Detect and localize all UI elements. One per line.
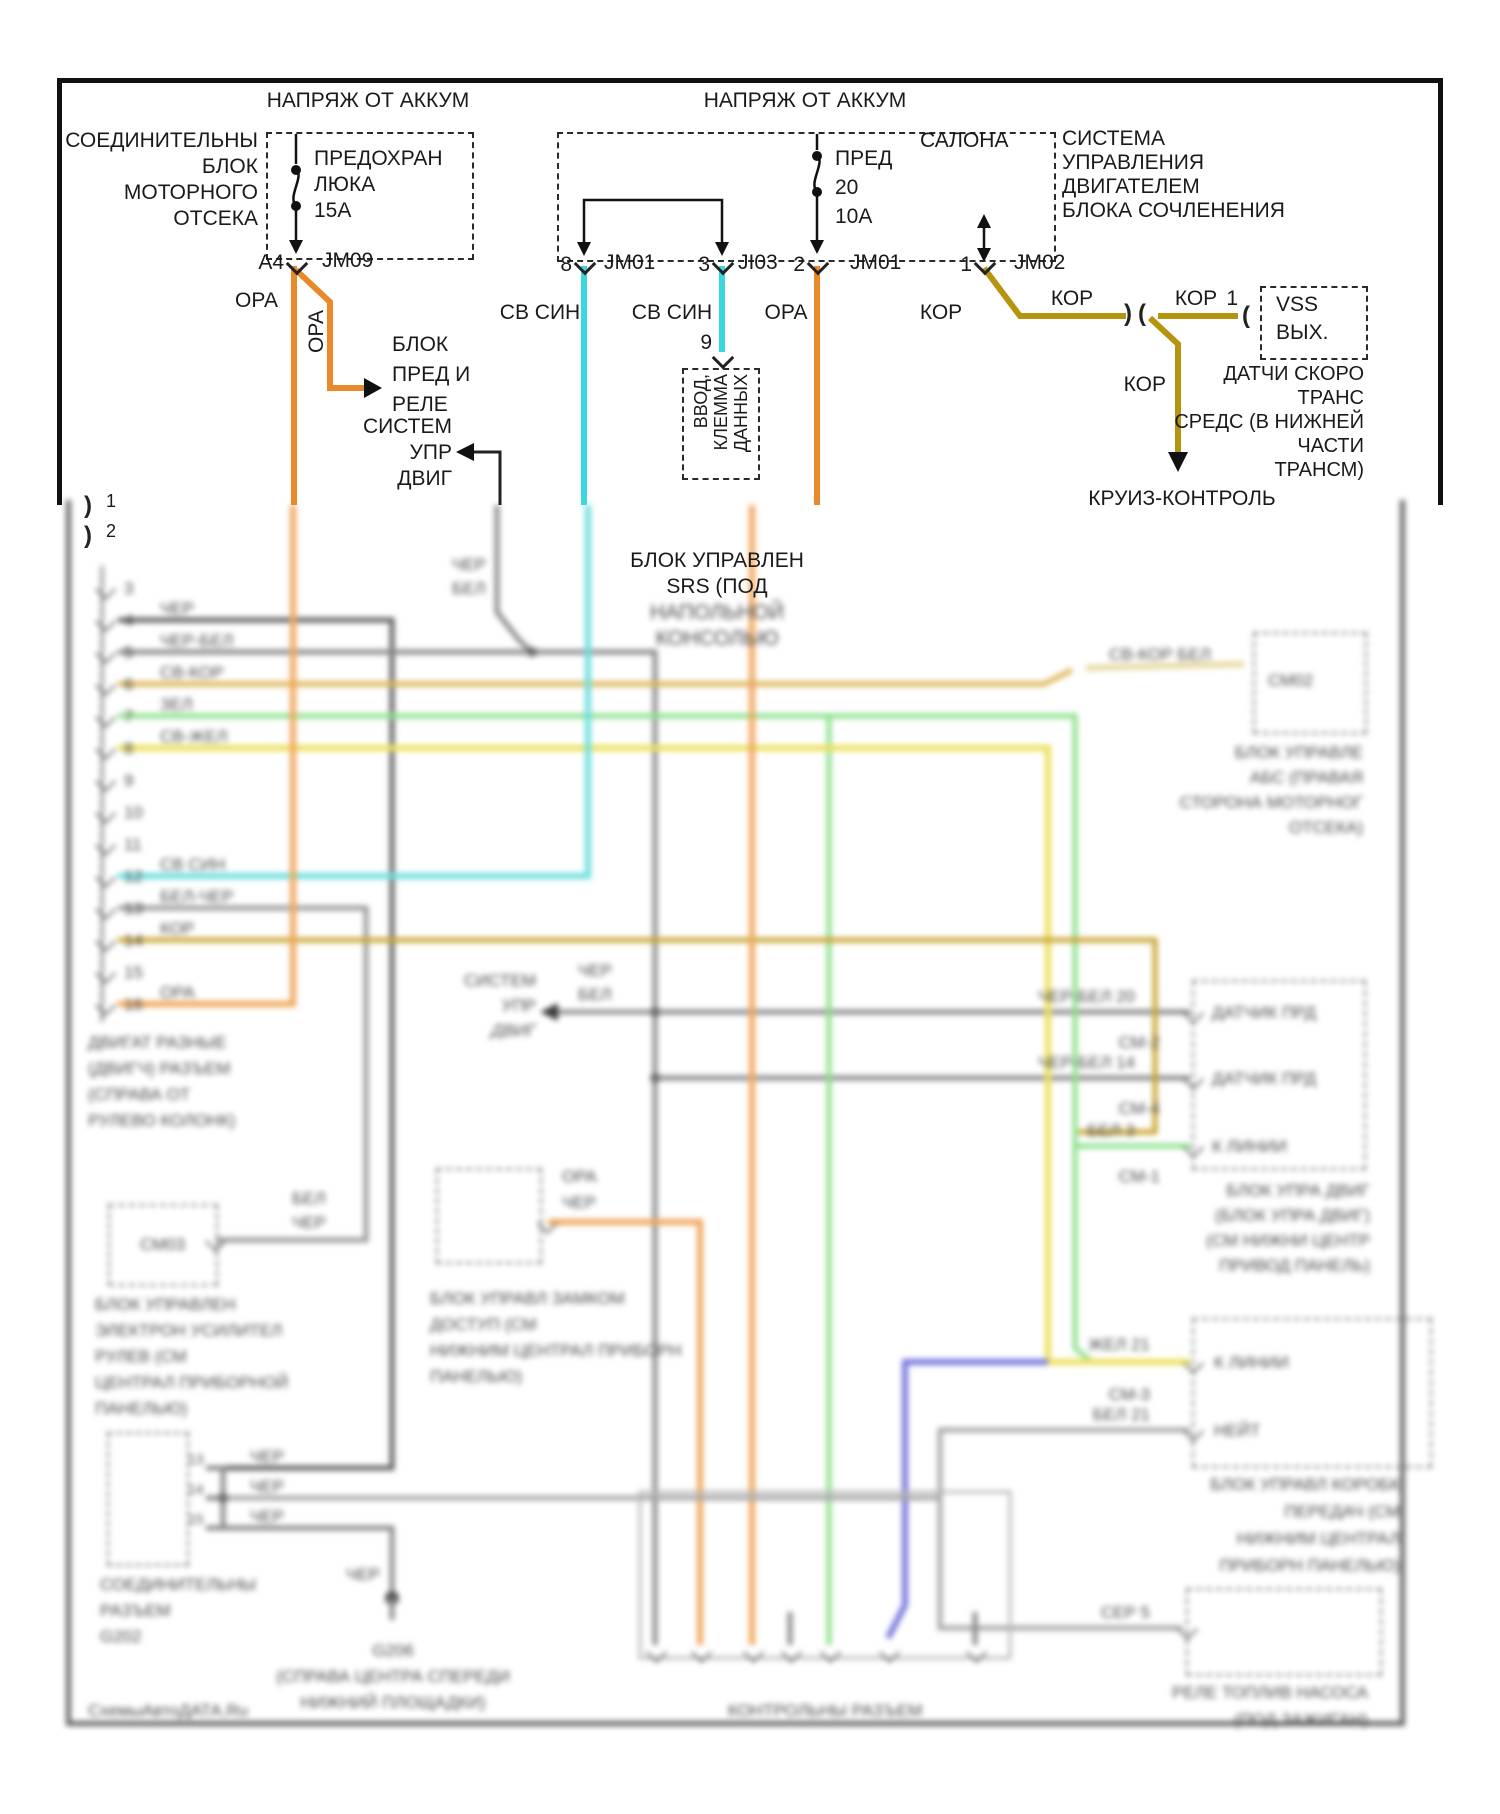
caption: ПАНЕЛЬЮ) [95, 1399, 188, 1418]
pin-number: 2 [106, 521, 117, 541]
caption: (БЛОК УПРА ДВИГ) [1214, 1206, 1370, 1225]
connector-arc-icon: ) [84, 492, 92, 519]
text-block-line: (ДВИГЧ) РАЗЪЕМ [88, 1059, 231, 1078]
pin-number: 13 [124, 899, 143, 918]
pin-number: 13 [188, 1451, 204, 1467]
pin-number: 12 [124, 867, 143, 886]
caption: НИЖНИМ ЦЕНТРАЛ [1236, 1529, 1400, 1548]
data-terminal-label: КЛЕММА [711, 374, 731, 451]
wire-label-ora-rotated: ОРА [305, 310, 328, 353]
salon-label: САЛОНА [920, 129, 1009, 152]
pin-number: 14 [124, 931, 143, 950]
data-terminal-label: ДАННЫХ [731, 374, 751, 453]
abs-caption: БЛОК УПРАВЛЕ [1234, 743, 1363, 762]
ground-caption: НИЖНИЙ ПЛОЩАДКИ) [300, 1693, 486, 1712]
wire-label: ЧЕР [562, 1193, 597, 1212]
fuse-relay-caption: РЕЛЕ [392, 393, 448, 416]
wire-label: ЧЕР [346, 1565, 381, 1584]
vss-caption: СРЕДС (В НИЖНЕЙ [1174, 411, 1364, 433]
junction-name: JI03 [738, 251, 778, 274]
pin-number: 2 [793, 253, 805, 276]
pin-number: 10 [124, 803, 143, 822]
caption: БЛОК УПРА ДВИГ [1226, 1181, 1370, 1200]
pin-number: 3 [124, 579, 134, 598]
caption: (ПОД ЗАЖИГАН) [1234, 1710, 1368, 1729]
wire-label: ЧЕР [160, 599, 195, 618]
engine-control-ref: СИСТЕМ [463, 971, 536, 990]
vss-caption: ДАТЧИ СКОРО [1223, 363, 1364, 385]
wire-label: БЕЛ 3 [1087, 1121, 1135, 1140]
abs-caption: ОТСЕКА) [1288, 818, 1363, 837]
wire-label: КОР [1123, 373, 1166, 396]
junction-block-caption: СОЕДИНИТЕЛЬНЫ [65, 129, 258, 152]
engine-control-ref: СИСТЕМ [362, 415, 452, 438]
fuse-relay-caption: ПРЕД И [392, 363, 471, 386]
inline-connector-icon: ( [1138, 300, 1146, 327]
pin-number: 11 [124, 835, 142, 854]
wire-label-ora: ОРА [235, 289, 278, 312]
wire-label: СЕР 5 [1100, 1603, 1150, 1622]
wire-label: СВ-КОР [160, 663, 224, 682]
pin-number: 8 [560, 253, 572, 276]
caption: НИЖНИМ ЦЕНТРАЛ ПРИБОРН [430, 1341, 682, 1360]
abs-caption: АБС (ПРАВАЯ [1249, 768, 1363, 787]
fuse2-label: ПРЕД [835, 147, 893, 170]
caption: БЛОК УПРАВЛЕН [95, 1295, 236, 1314]
junction-block-caption: БЛОК [201, 155, 258, 178]
wire-label: ЧЕР [250, 1447, 285, 1466]
fuse2-label: 20 [835, 176, 859, 199]
box-entry-connector-icon: ( [1242, 302, 1250, 329]
junction-block-caption: МОТОРНОГО [123, 181, 258, 204]
caption: ЦЕНТРАЛ ПРИБОРНОЙ [95, 1373, 289, 1392]
fuse2-label: 10А [835, 205, 873, 228]
caption: ПРИБОРН ПАНЕЛЬЮ) [1219, 1556, 1400, 1575]
connector-arc-icon: ) [84, 522, 92, 549]
vss-caption: ТРАНСМ) [1274, 459, 1364, 481]
abs-caption: СТОРОНА МОТОРНОГ [1179, 793, 1363, 812]
check-connector-label: КОНТРОЛЬНЫ РАЗЪЕМ [727, 1701, 923, 1720]
caption: (СМ НИЖНИ ЦЕНТР [1206, 1231, 1370, 1250]
pin-number: 1 [960, 253, 972, 276]
wire-label: ЧЕР [250, 1477, 285, 1496]
pin-label: СМ-3 [1108, 1385, 1150, 1404]
pin-name: ДАТЧИК ПРД [1212, 1069, 1317, 1088]
engine-control-ref: УПР [501, 996, 536, 1015]
wire-label: СВ-КОР БЕЛ [1109, 645, 1211, 664]
pin-number: 3 [698, 253, 710, 276]
pin-name: К ЛИНИИ [1212, 1137, 1287, 1156]
ecm-caption: СИСТЕМА [1062, 127, 1166, 150]
fuse1-label: ПРЕДОХРАН [314, 147, 443, 170]
watermark: СхемыАвтоДАТА.Ru [88, 1701, 249, 1720]
ground-caption: (СПРАВА ЦЕНТРА СПЕРЕДИ [276, 1667, 510, 1686]
pin-number: 14 [188, 1481, 204, 1497]
caption: СОЕДИНИТЕЛЬНЫ [100, 1575, 257, 1594]
fuse-relay-caption: БЛОК [392, 333, 449, 356]
caption: ДОСТУП (СМ [430, 1315, 537, 1334]
pin-number: 16 [124, 995, 143, 1014]
pin-name: К ЛИНИИ [1214, 1353, 1289, 1372]
wire-label: ЧЕР-БЕЛ [160, 631, 234, 650]
wire-label: КОР [1174, 287, 1218, 310]
wire-label: ЗЕЛ [160, 695, 193, 714]
data-terminal-label: ВВОД, [691, 374, 711, 429]
caption: РУЛЕВ (СМ [95, 1347, 187, 1366]
caption: БЛОК УПРАВЛ КОРОБК [1210, 1475, 1400, 1494]
cruise-control-label: КРУИЗ-КОНТРОЛЬ [1088, 487, 1276, 510]
srs-caption-line: БЛОК УПРАВЛЕН [630, 549, 804, 572]
pin-number: 1 [106, 491, 117, 511]
pin-number: 6 [124, 675, 134, 694]
wire-label: СВ СИН [499, 301, 581, 324]
ecm-caption: БЛОКА СОЧЛЕНЕНИЯ [1062, 199, 1285, 222]
junction-name: JM02 [1014, 251, 1066, 274]
wire-label: БЕЛ 21 [1092, 1405, 1150, 1424]
wire-label: ЧЕР [452, 555, 487, 574]
wire-label: ЧЕР-БЕЛ 20 [1038, 987, 1135, 1006]
caption: ПЕРЕДАЧ (СМ [1284, 1502, 1400, 1521]
wire-label: БЕЛ [578, 985, 612, 1004]
engine-control-ref: ДВИГ [397, 467, 452, 490]
connector-id: СМ02 [1268, 671, 1314, 690]
wire-label: ЧЕР [250, 1507, 285, 1526]
wire-label: ЖЕЛ 21 [1088, 1335, 1150, 1354]
pin-name: НЕЙТ [1214, 1421, 1261, 1440]
inline-connector-icon: ) [1124, 300, 1132, 327]
wire-label: БЕЛ [292, 1189, 326, 1208]
ecm-caption: УПРАВЛЕНИЯ [1062, 151, 1205, 174]
pin-number: 7 [124, 707, 134, 726]
vss-label: ВЫХ. [1276, 321, 1329, 344]
junction-name: JM01 [850, 251, 902, 274]
pin-number: 8 [124, 739, 134, 758]
wire-label: СВ СИН [631, 301, 713, 324]
pin-label: СМ-1 [1118, 1167, 1160, 1186]
wire-label: БЕЛ-ЧЕР [160, 887, 234, 906]
pin-label: СМ-2 [1118, 1033, 1160, 1052]
vss-label: VSS [1276, 293, 1319, 316]
arrow-cruise [1168, 452, 1188, 472]
fuse1-label: 15А [314, 199, 352, 222]
caption: ПАНЕЛЬЮ) [430, 1367, 523, 1386]
pin-number: 9 [700, 331, 712, 354]
vss-caption: ЧАСТИ [1297, 435, 1364, 457]
srs-caption-line: НАПОЛЬНОЙ [649, 601, 785, 624]
pin-number: 9 [124, 771, 134, 790]
caption: РЕЛЕ ТОПЛИВ НАСОСА [1171, 1683, 1368, 1702]
arrow-relay [364, 378, 382, 398]
text-block-line: (СПРАВА ОТ [88, 1085, 191, 1104]
wire-label: КОР [160, 919, 195, 938]
caption: РАЗЪЕМ [100, 1601, 171, 1620]
pin-number: 15 [124, 963, 143, 982]
junction-jm09: JM09 [322, 249, 374, 272]
pin-number: 4 [124, 611, 134, 630]
wire-label: ОРА [562, 1167, 597, 1186]
engine-control-ref: УПР [409, 441, 452, 464]
wire-label: КОР [919, 301, 963, 324]
pin-a4: A4 [258, 251, 284, 274]
connector-id: СМ03 [140, 1235, 186, 1254]
srs-caption-line: SRS (ПОД [666, 575, 768, 598]
wire-label: КОР [1050, 287, 1094, 310]
text-block-line: ДВИГАТ РАЗНЫЕ [88, 1033, 227, 1052]
caption: БЛОК УПРАВЛ ЗАМКОМ [430, 1289, 625, 1308]
wire-label: ОРА [160, 983, 195, 1002]
wire-label: ЧЕР-БЕЛ 14 [1038, 1053, 1135, 1072]
battery-voltage-label: НАПРЯЖ ОТ АККУМ [266, 89, 470, 112]
wire-label: ЧЕР [292, 1213, 327, 1232]
fuse1-label: ЛЮКА [314, 173, 376, 196]
srs-caption-line: КОНСОЛЬЮ [655, 627, 779, 650]
text-block-line: РУЛЕВО КОЛОНК) [88, 1111, 236, 1130]
battery-voltage-label: НАПРЯЖ ОТ АККУМ [703, 89, 907, 112]
caption: ЭЛЕКТРОН УСИЛИТЕЛ [95, 1321, 283, 1340]
engine-control-ref: ДВИГ [491, 1021, 536, 1040]
pin-number: 5 [124, 643, 134, 662]
caption: G202 [100, 1627, 142, 1646]
pin-number: 15 [188, 1511, 204, 1527]
wire-label: СВ СИН [160, 855, 226, 874]
wire-label: БЕЛ [452, 579, 486, 598]
vss-caption: ТРАНС [1297, 387, 1364, 409]
wire-label: ОРА [764, 301, 808, 324]
wire-label: ЧЕР [578, 961, 613, 980]
junction-name: JM01 [604, 251, 656, 274]
junction-block-caption: ОТСЕКА [173, 207, 258, 230]
pin-number: 1 [1226, 287, 1238, 310]
wire-label: СВ-ЖЕЛ [160, 727, 228, 746]
pin-name: ДАТЧИК ПРД [1212, 1003, 1317, 1022]
caption: ПРИВОД ПАНЕЛЬ) [1219, 1256, 1370, 1275]
ground-caption: G206 [372, 1641, 414, 1660]
ecm-caption: ДВИГАТЕЛЕМ [1062, 175, 1200, 198]
pin-label: СМ-4 [1118, 1099, 1160, 1118]
